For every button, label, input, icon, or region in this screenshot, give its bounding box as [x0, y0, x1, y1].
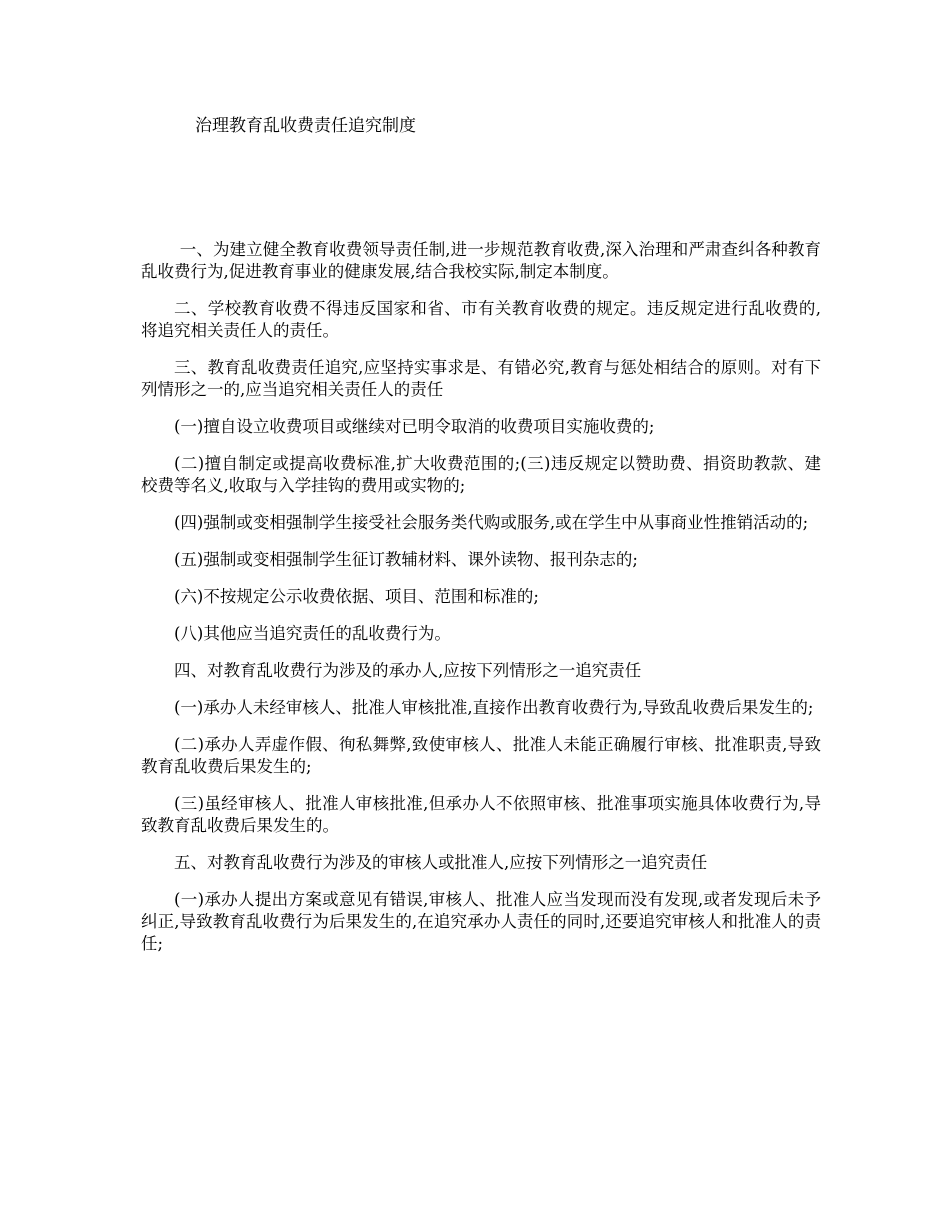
paragraph-3: 三、教育乱收费责任追究,应坚持实事求是、有错必究,教育与惩处相结合的原则。对有下列情形之一的,应当追究相关责任人的责任 — [141, 358, 821, 399]
paragraph-14: 五、对教育乱收费行为涉及的审核人或批准人,应按下列情形之一追究责任 — [174, 853, 708, 872]
paragraph-6: (四)强制或变相强制学生接受社会服务类代购或服务,或在学生中从事商业性推销活动的; — [174, 513, 809, 532]
document-body — [141, 239, 821, 970]
paragraph-8: (六)不按规定公示收费依据、项目、范围和标准的; — [174, 587, 539, 606]
paragraph-4: (一)擅自设立收费项目或继续对已明令取消的收费项目实施收费的; — [174, 417, 655, 436]
paragraph-11: (一)承办人未经审核人、批准人审核批准,直接作出教育收费行为,导致乱收费后果发生的; — [174, 698, 814, 717]
paragraph-10: 四、对教育乱收费行为涉及的承办人,应按下列情形之一追究责任 — [174, 661, 642, 680]
paragraph-7: (五)强制或变相强制学生征订教辅材料、课外读物、报刊杂志的; — [174, 550, 638, 569]
paragraph-13: (三)虽经审核人、批准人审核批准,但承办人不依照审核、批准事项实施具体收费行为,导致教育乱收费后果发生的。 — [141, 794, 821, 835]
paragraph-1: 一、为建立健全教育收费领导责任制,进一步规范教育收费,深入治理和严肃查纠各种教育乱收费行为,促进教育事业的健康发展,结合我校实际,制定本制度。 — [141, 240, 821, 281]
document-title: 治理教育乱收费责任追究制度 — [195, 116, 416, 136]
paragraph-2: 二、学校教育收费不得违反国家和省、市有关教育收费的规定。违反规定进行乱收费的,将追究相关责任人的责任。 — [141, 299, 821, 340]
paragraph-15: (一)承办人提出方案或意见有错误,审核人、批准人应当发现而没有发现,或者发现后未予纠正,导致教育乱收费行为后果发生的,在追究承办人责任的同时,还要追究审核人和批准人的责任; — [141, 890, 821, 953]
paragraph-5: (二)擅自制定或提高收费标准,扩大收费范围的;(三)违反规定以赞助费、捐资助教款、建校费等名义,收取与入学挂钩的费用或实物的; — [141, 454, 821, 495]
paragraph-12: (二)承办人弄虚作假、徇私舞弊,致使审核人、批准人未能正确履行审核、批准职责,导致教育乱收费后果发生的; — [141, 735, 821, 776]
paragraph-9: (八)其他应当追究责任的乱收费行为。 — [174, 624, 451, 643]
